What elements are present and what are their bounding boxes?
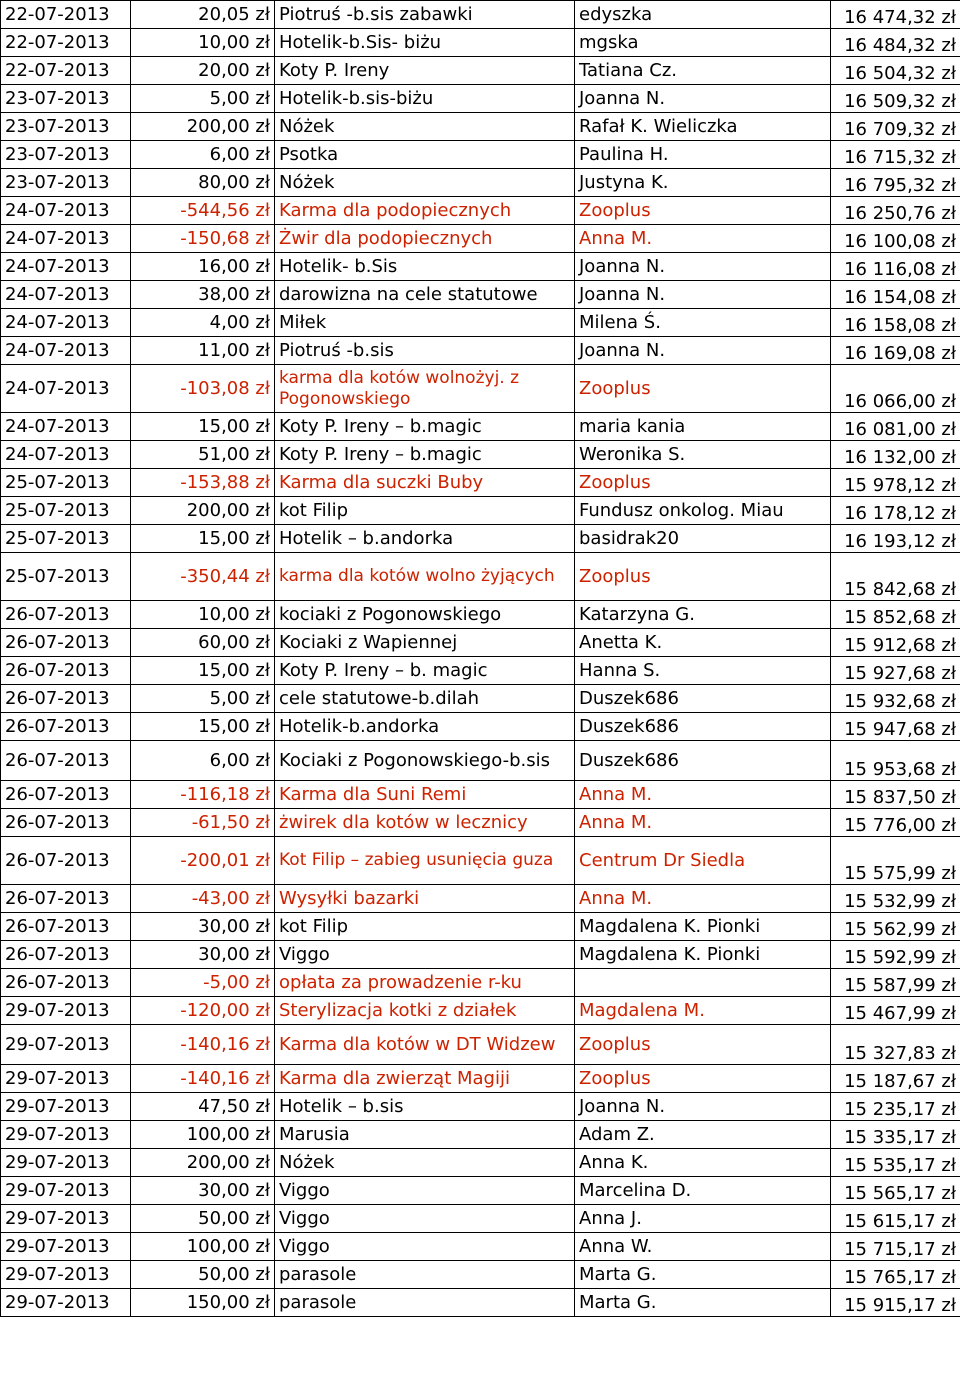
amount-cell: -116,18 zł	[131, 781, 275, 809]
description-cell: Viggo	[275, 1233, 575, 1261]
payee-cell: Zooplus	[575, 469, 831, 497]
amount-cell: 30,00 zł	[131, 941, 275, 969]
description-cell: Karma dla podopiecznych	[275, 197, 575, 225]
balance-cell: 15 467,99 zł	[831, 997, 960, 1025]
description-cell: cele statutowe-b.dilah	[275, 685, 575, 713]
description-cell: Karma dla Suni Remi	[275, 781, 575, 809]
date-cell: 29-07-2013	[1, 1177, 131, 1205]
date-cell: 23-07-2013	[1, 169, 131, 197]
table-row	[1, 601, 960, 629]
table-row	[1, 1065, 960, 1093]
table-row	[1, 885, 960, 913]
amount-cell: 16,00 zł	[131, 253, 275, 281]
description-cell: kot Filip	[275, 913, 575, 941]
table-row	[1, 141, 960, 169]
balance-cell: 15 776,00 zł	[831, 809, 960, 837]
payee-cell: Duszek686	[575, 741, 831, 781]
amount-cell: 47,50 zł	[131, 1093, 275, 1121]
payee-cell: basidrak20	[575, 525, 831, 553]
payee-cell: Justyna K.	[575, 169, 831, 197]
table-row	[1, 1289, 960, 1317]
amount-cell: 30,00 zł	[131, 1177, 275, 1205]
amount-cell: 5,00 zł	[131, 85, 275, 113]
description-cell: Marusia	[275, 1121, 575, 1149]
table-row	[1, 113, 960, 141]
balance-cell: 16 081,00 zł	[831, 413, 960, 441]
payee-cell: mgska	[575, 29, 831, 57]
amount-cell: 20,05 zł	[131, 1, 275, 29]
description-cell: Hotelik – b.sis	[275, 1093, 575, 1121]
payee-cell: Joanna N.	[575, 1093, 831, 1121]
table-row	[1, 629, 960, 657]
balance-cell: 16 250,76 zł	[831, 197, 960, 225]
date-cell: 24-07-2013	[1, 337, 131, 365]
amount-cell: -153,88 zł	[131, 469, 275, 497]
table-row	[1, 29, 960, 57]
table-row	[1, 413, 960, 441]
table-row	[1, 1025, 960, 1065]
amount-cell: 100,00 zł	[131, 1121, 275, 1149]
balance-cell: 15 837,50 zł	[831, 781, 960, 809]
payee-cell: Weronika S.	[575, 441, 831, 469]
balance-cell: 15 615,17 zł	[831, 1205, 960, 1233]
date-cell: 29-07-2013	[1, 1121, 131, 1149]
payee-cell: Katarzyna G.	[575, 601, 831, 629]
amount-cell: 4,00 zł	[131, 309, 275, 337]
table-row	[1, 309, 960, 337]
balance-cell: 15 947,68 zł	[831, 713, 960, 741]
date-cell: 24-07-2013	[1, 197, 131, 225]
payee-cell: Zooplus	[575, 197, 831, 225]
balance-cell: 16 484,32 zł	[831, 29, 960, 57]
date-cell: 24-07-2013	[1, 281, 131, 309]
payee-cell: Anetta K.	[575, 629, 831, 657]
date-cell: 29-07-2013	[1, 1205, 131, 1233]
balance-cell: 16 474,32 zł	[831, 1, 960, 29]
balance-cell: 16 715,32 zł	[831, 141, 960, 169]
table-row	[1, 253, 960, 281]
balance-cell: 15 927,68 zł	[831, 657, 960, 685]
table-row	[1, 969, 960, 997]
description-cell: parasole	[275, 1261, 575, 1289]
date-cell: 26-07-2013	[1, 629, 131, 657]
balance-cell: 16 193,12 zł	[831, 525, 960, 553]
payee-cell: Anna J.	[575, 1205, 831, 1233]
amount-cell: 38,00 zł	[131, 281, 275, 309]
payee-cell: Zooplus	[575, 1025, 831, 1065]
payee-cell: Marta G.	[575, 1261, 831, 1289]
description-cell: Koty P. Ireny – b.magic	[275, 413, 575, 441]
payee-cell: Paulina H.	[575, 141, 831, 169]
description-cell: Sterylizacja kotki z działek	[275, 997, 575, 1025]
balance-cell: 15 842,68 zł	[831, 553, 960, 601]
amount-cell: 5,00 zł	[131, 685, 275, 713]
payee-cell: Anna M.	[575, 809, 831, 837]
payee-cell: Anna M.	[575, 885, 831, 913]
balance-cell: 16 509,32 zł	[831, 85, 960, 113]
amount-cell: 100,00 zł	[131, 1233, 275, 1261]
table-row	[1, 553, 960, 601]
date-cell: 26-07-2013	[1, 741, 131, 781]
table-row	[1, 713, 960, 741]
date-cell: 22-07-2013	[1, 57, 131, 85]
balance-cell: 16 158,08 zł	[831, 309, 960, 337]
balance-cell: 15 953,68 zł	[831, 741, 960, 781]
table-row	[1, 85, 960, 113]
table-row	[1, 913, 960, 941]
description-cell: Koty P. Ireny – b.magic	[275, 441, 575, 469]
description-cell: karma dla kotów wolnożyj. z Pogonowskiego	[275, 365, 575, 413]
description-cell: Miłek	[275, 309, 575, 337]
date-cell: 29-07-2013	[1, 1065, 131, 1093]
table-row	[1, 837, 960, 885]
payee-cell: Rafał K. Wieliczka	[575, 113, 831, 141]
date-cell: 26-07-2013	[1, 885, 131, 913]
description-cell: karma dla kotów wolno żyjących	[275, 553, 575, 601]
amount-cell: 10,00 zł	[131, 29, 275, 57]
date-cell: 25-07-2013	[1, 497, 131, 525]
description-cell: Kociaki z Pogonowskiego-b.sis	[275, 741, 575, 781]
amount-cell: 150,00 zł	[131, 1289, 275, 1317]
description-cell: Karma dla zwierząt Magiji	[275, 1065, 575, 1093]
date-cell: 29-07-2013	[1, 1233, 131, 1261]
balance-cell: 15 765,17 zł	[831, 1261, 960, 1289]
table-row	[1, 197, 960, 225]
payee-cell: Zooplus	[575, 365, 831, 413]
amount-cell: 200,00 zł	[131, 113, 275, 141]
table-row	[1, 1, 960, 29]
balance-cell: 16 132,00 zł	[831, 441, 960, 469]
table-row	[1, 657, 960, 685]
payee-cell: maria kania	[575, 413, 831, 441]
amount-cell: 80,00 zł	[131, 169, 275, 197]
ledger-body	[1, 1, 960, 1317]
date-cell: 25-07-2013	[1, 525, 131, 553]
balance-cell: 15 852,68 zł	[831, 601, 960, 629]
amount-cell: -140,16 zł	[131, 1065, 275, 1093]
amount-cell: 15,00 zł	[131, 413, 275, 441]
amount-cell: 20,00 zł	[131, 57, 275, 85]
payee-cell: Magdalena M.	[575, 997, 831, 1025]
description-cell: Koty P. Ireny – b. magic	[275, 657, 575, 685]
payee-cell: Marcelina D.	[575, 1177, 831, 1205]
balance-cell: 15 587,99 zł	[831, 969, 960, 997]
payee-cell	[575, 969, 831, 997]
amount-cell: 200,00 zł	[131, 497, 275, 525]
balance-cell: 16 169,08 zł	[831, 337, 960, 365]
payee-cell: Magdalena K. Pionki	[575, 941, 831, 969]
description-cell: Piotruś -b.sis zabawki	[275, 1, 575, 29]
payee-cell: Zooplus	[575, 1065, 831, 1093]
payee-cell: Milena Ś.	[575, 309, 831, 337]
payee-cell: Anna M.	[575, 781, 831, 809]
description-cell: Viggo	[275, 1205, 575, 1233]
date-cell: 26-07-2013	[1, 941, 131, 969]
amount-cell: -5,00 zł	[131, 969, 275, 997]
description-cell: Psotka	[275, 141, 575, 169]
description-cell: Hotelik-b.sis-biżu	[275, 85, 575, 113]
amount-cell: -140,16 zł	[131, 1025, 275, 1065]
payee-cell: Adam Z.	[575, 1121, 831, 1149]
date-cell: 26-07-2013	[1, 969, 131, 997]
table-row	[1, 469, 960, 497]
balance-cell: 15 592,99 zł	[831, 941, 960, 969]
date-cell: 26-07-2013	[1, 601, 131, 629]
date-cell: 26-07-2013	[1, 781, 131, 809]
balance-cell: 15 575,99 zł	[831, 837, 960, 885]
balance-cell: 15 932,68 zł	[831, 685, 960, 713]
date-cell: 23-07-2013	[1, 141, 131, 169]
date-cell: 29-07-2013	[1, 1289, 131, 1317]
date-cell: 29-07-2013	[1, 1093, 131, 1121]
table-row	[1, 1233, 960, 1261]
date-cell: 26-07-2013	[1, 913, 131, 941]
description-cell: Piotruś -b.sis	[275, 337, 575, 365]
description-cell: Nóżek	[275, 1149, 575, 1177]
date-cell: 26-07-2013	[1, 657, 131, 685]
amount-cell: -61,50 zł	[131, 809, 275, 837]
description-cell: Żwir dla podopiecznych	[275, 225, 575, 253]
amount-cell: 50,00 zł	[131, 1205, 275, 1233]
table-row	[1, 225, 960, 253]
description-cell: kot Filip	[275, 497, 575, 525]
payee-cell: Magdalena K. Pionki	[575, 913, 831, 941]
date-cell: 29-07-2013	[1, 997, 131, 1025]
description-cell: Nóżek	[275, 113, 575, 141]
table-row	[1, 741, 960, 781]
balance-cell: 15 715,17 zł	[831, 1233, 960, 1261]
description-cell: Kociaki z Wapiennej	[275, 629, 575, 657]
description-cell: Hotelik-b.andorka	[275, 713, 575, 741]
description-cell: Wysyłki bazarki	[275, 885, 575, 913]
balance-cell: 15 978,12 zł	[831, 469, 960, 497]
amount-cell: 6,00 zł	[131, 141, 275, 169]
balance-cell: 15 535,17 zł	[831, 1149, 960, 1177]
payee-cell: Joanna N.	[575, 85, 831, 113]
table-row	[1, 1261, 960, 1289]
table-row	[1, 365, 960, 413]
amount-cell: 50,00 zł	[131, 1261, 275, 1289]
amount-cell: -200,01 zł	[131, 837, 275, 885]
date-cell: 26-07-2013	[1, 809, 131, 837]
payee-cell: Fundusz onkolog. Miau	[575, 497, 831, 525]
payee-cell: Joanna N.	[575, 337, 831, 365]
payee-cell: Joanna N.	[575, 281, 831, 309]
table-row	[1, 441, 960, 469]
payee-cell: Anna W.	[575, 1233, 831, 1261]
date-cell: 23-07-2013	[1, 85, 131, 113]
payee-cell: edyszka	[575, 1, 831, 29]
description-cell: Hotelik-b.Sis- biżu	[275, 29, 575, 57]
balance-cell: 15 562,99 zł	[831, 913, 960, 941]
balance-cell: 16 504,32 zł	[831, 57, 960, 85]
amount-cell: -103,08 zł	[131, 365, 275, 413]
payee-cell: Marta G.	[575, 1289, 831, 1317]
description-cell: Hotelik- b.Sis	[275, 253, 575, 281]
description-cell: Karma dla suczki Buby	[275, 469, 575, 497]
description-cell: Hotelik – b.andorka	[275, 525, 575, 553]
payee-cell: Zooplus	[575, 553, 831, 601]
table-row	[1, 1205, 960, 1233]
date-cell: 25-07-2013	[1, 553, 131, 601]
balance-cell: 16 795,32 zł	[831, 169, 960, 197]
table-row	[1, 1121, 960, 1149]
date-cell: 24-07-2013	[1, 225, 131, 253]
amount-cell: 10,00 zł	[131, 601, 275, 629]
payee-cell: Centrum Dr Siedla	[575, 837, 831, 885]
table-row	[1, 525, 960, 553]
date-cell: 24-07-2013	[1, 365, 131, 413]
date-cell: 25-07-2013	[1, 469, 131, 497]
table-row	[1, 1177, 960, 1205]
balance-cell: 15 912,68 zł	[831, 629, 960, 657]
balance-cell: 16 100,08 zł	[831, 225, 960, 253]
table-row	[1, 337, 960, 365]
balance-cell: 16 178,12 zł	[831, 497, 960, 525]
amount-cell: -350,44 zł	[131, 553, 275, 601]
amount-cell: 200,00 zł	[131, 1149, 275, 1177]
balance-cell: 15 327,83 zł	[831, 1025, 960, 1065]
date-cell: 29-07-2013	[1, 1025, 131, 1065]
date-cell: 23-07-2013	[1, 113, 131, 141]
payee-cell: Hanna S.	[575, 657, 831, 685]
description-cell: opłata za prowadzenie r-ku	[275, 969, 575, 997]
payee-cell: Duszek686	[575, 685, 831, 713]
table-row	[1, 809, 960, 837]
date-cell: 26-07-2013	[1, 685, 131, 713]
description-cell: Nóżek	[275, 169, 575, 197]
balance-cell: 15 565,17 zł	[831, 1177, 960, 1205]
table-row	[1, 997, 960, 1025]
payee-cell: Joanna N.	[575, 253, 831, 281]
balance-cell: 16 154,08 zł	[831, 281, 960, 309]
date-cell: 22-07-2013	[1, 1, 131, 29]
amount-cell: 15,00 zł	[131, 713, 275, 741]
balance-cell: 15 187,67 zł	[831, 1065, 960, 1093]
date-cell: 24-07-2013	[1, 441, 131, 469]
description-cell: Karma dla kotów w DT Widzew	[275, 1025, 575, 1065]
date-cell: 24-07-2013	[1, 253, 131, 281]
balance-cell: 15 235,17 zł	[831, 1093, 960, 1121]
description-cell: żwirek dla kotów w lecznicy	[275, 809, 575, 837]
table-row	[1, 941, 960, 969]
table-row	[1, 1149, 960, 1177]
amount-cell: 15,00 zł	[131, 657, 275, 685]
table-row	[1, 685, 960, 713]
amount-cell: 11,00 zł	[131, 337, 275, 365]
balance-cell: 16 116,08 zł	[831, 253, 960, 281]
table-row	[1, 57, 960, 85]
date-cell: 24-07-2013	[1, 309, 131, 337]
balance-cell: 16 709,32 zł	[831, 113, 960, 141]
date-cell: 24-07-2013	[1, 413, 131, 441]
balance-cell: 15 335,17 zł	[831, 1121, 960, 1149]
description-cell: Kot Filip – zabieg usunięcia guza	[275, 837, 575, 885]
balance-cell: 15 915,17 zł	[831, 1289, 960, 1317]
table-row	[1, 169, 960, 197]
table-row	[1, 781, 960, 809]
amount-cell: 15,00 zł	[131, 525, 275, 553]
payee-cell: Anna M.	[575, 225, 831, 253]
description-cell: Viggo	[275, 941, 575, 969]
description-cell: parasole	[275, 1289, 575, 1317]
table-row	[1, 497, 960, 525]
table-row	[1, 1093, 960, 1121]
description-cell: Koty P. Ireny	[275, 57, 575, 85]
date-cell: 26-07-2013	[1, 713, 131, 741]
balance-cell: 16 066,00 zł	[831, 365, 960, 413]
payee-cell: Anna K.	[575, 1149, 831, 1177]
amount-cell: 60,00 zł	[131, 629, 275, 657]
date-cell: 22-07-2013	[1, 29, 131, 57]
date-cell: 29-07-2013	[1, 1149, 131, 1177]
amount-cell: 51,00 zł	[131, 441, 275, 469]
amount-cell: 6,00 zł	[131, 741, 275, 781]
amount-cell: 30,00 zł	[131, 913, 275, 941]
amount-cell: -120,00 zł	[131, 997, 275, 1025]
description-cell: Viggo	[275, 1177, 575, 1205]
description-cell: kociaki z Pogonowskiego	[275, 601, 575, 629]
payee-cell: Tatiana Cz.	[575, 57, 831, 85]
table-row	[1, 281, 960, 309]
amount-cell: -150,68 zł	[131, 225, 275, 253]
payee-cell: Duszek686	[575, 713, 831, 741]
date-cell: 26-07-2013	[1, 837, 131, 885]
date-cell: 29-07-2013	[1, 1261, 131, 1289]
amount-cell: -544,56 zł	[131, 197, 275, 225]
description-cell: darowizna na cele statutowe	[275, 281, 575, 309]
balance-cell: 15 532,99 zł	[831, 885, 960, 913]
amount-cell: -43,00 zł	[131, 885, 275, 913]
